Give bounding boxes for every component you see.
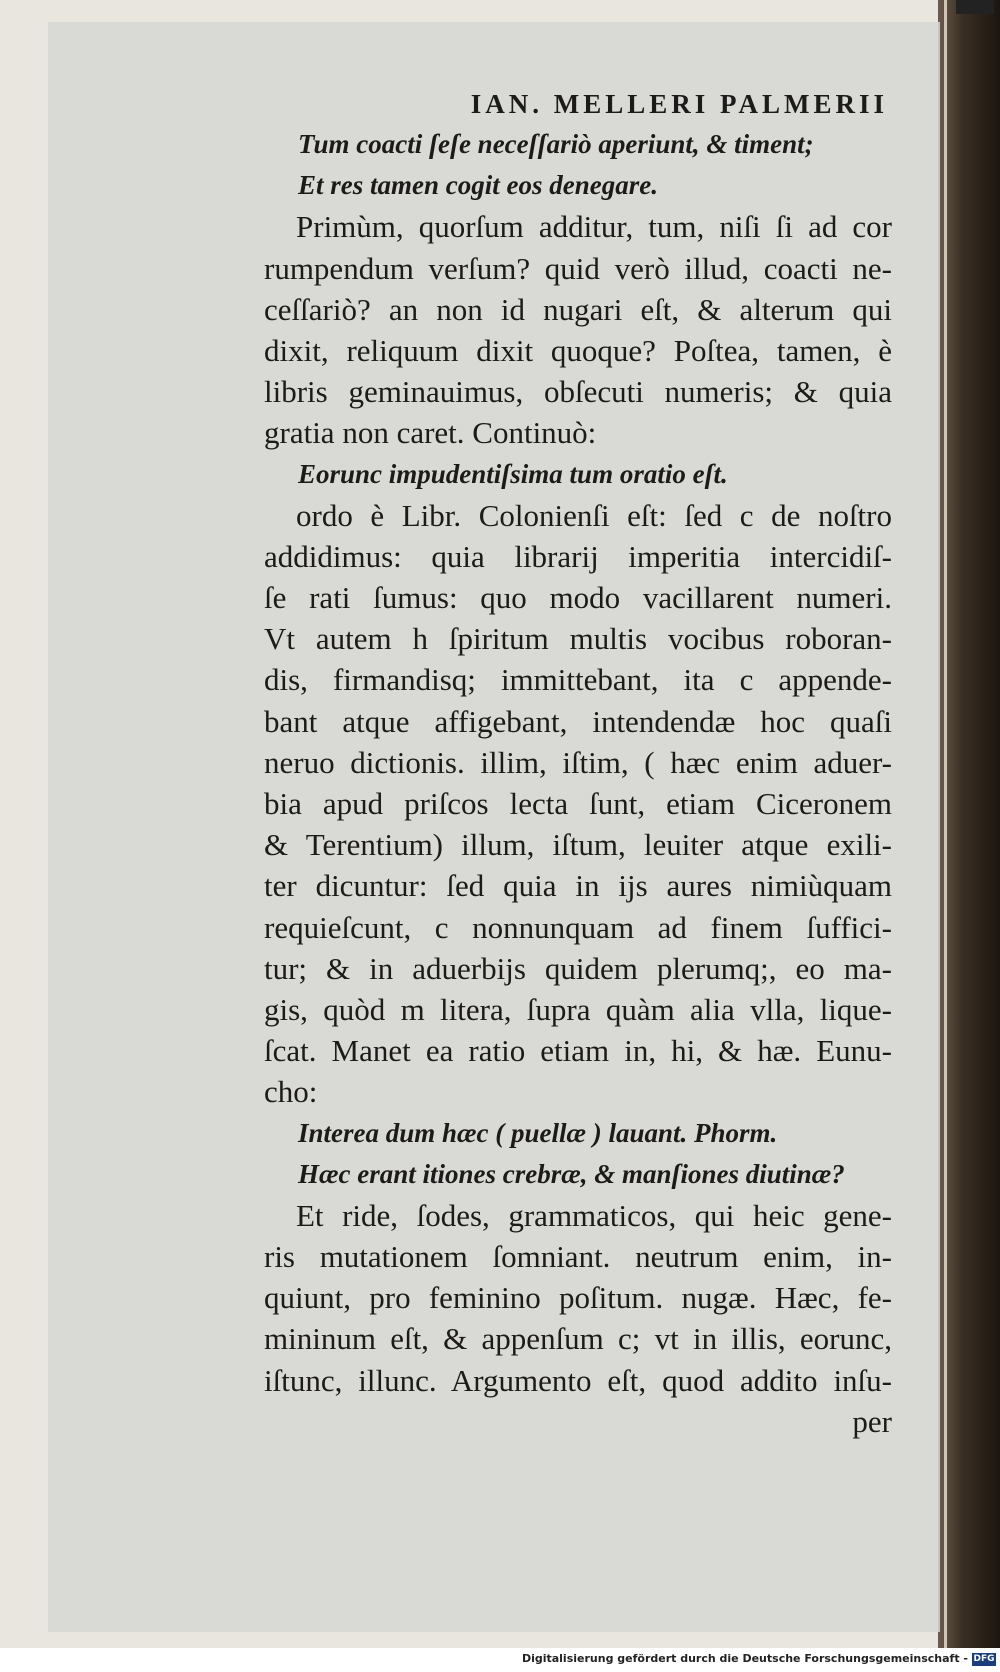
quotation-line: Hæc erant itiones crebræ, & manſiones diutinæ? xyxy=(298,1158,845,1189)
text-line: cho: xyxy=(264,1074,318,1110)
text-line: requieſcunt, c nonnunquam ad finem ſuffici- xyxy=(264,909,892,945)
running-head: IAN. MELLERI PALMERII xyxy=(470,89,888,119)
text-line: & Terentium) illum, iſtum, leuiter atque exili- xyxy=(264,827,892,863)
quotation-line: Tum coacti ſeſe neceſſariò aperiunt, & timent; xyxy=(298,129,814,159)
text-line: neruo dictionis. illim, iſtim, ( hæc enim aduer- xyxy=(264,744,892,780)
body-lines xyxy=(264,124,892,1442)
text-line: libris geminauimus, obſecuti numeris; & quia xyxy=(264,374,892,410)
text-line: per xyxy=(852,1403,892,1439)
text-line: ſe rati ſumus: quo modo vacillarent numeri. xyxy=(264,580,892,616)
text-line: mininum eſt, & appenſum c; vt in illis, eorunc, xyxy=(264,1321,892,1357)
page-edge-strip xyxy=(944,0,947,1648)
quotation-line: Et res tamen cogit eos denegare. xyxy=(298,170,658,201)
footer-credit: Digitalisierung gefördert durch die Deutsche Forschungsgemeinschaft - xyxy=(521,1652,968,1665)
text-line: bant atque affigebant, intendendæ hoc quaſi xyxy=(264,703,892,739)
text-line: gis, quòd m litera, ſupra quàm alia vlla, lique- xyxy=(264,991,892,1027)
text-line: quiunt, pro feminino poſitum. nugæ. Hæc, fe- xyxy=(264,1280,892,1316)
text-line: addidimus: quia librarij imperitia intercidiſ- xyxy=(264,538,892,574)
quotation-line: Interea dum hæc ( puellæ ) lauant. Phorm. xyxy=(298,1117,778,1148)
text-line: ter dicuntur: ſed quia in ijs aures nimiùquam xyxy=(264,868,892,904)
quotation-line: Eorunc impudentiſsima tum oratio eſt. xyxy=(298,458,728,489)
footer-bar xyxy=(0,1648,1000,1672)
text-line: ceſſariò? an non id nugari eſt, & alterum qui xyxy=(264,291,892,327)
text-line: bia apud priſcos lecta ſunt, etiam Ciceronem xyxy=(264,786,892,821)
text-line: gratia non caret. Continuò: xyxy=(264,415,597,451)
text-line: Vt autem h ſpiritum multis vocibus roboran- xyxy=(264,621,892,657)
text-line: dixit, reliquum dixit quoque? Poſtea, tamen, è xyxy=(264,332,892,368)
text-line: ris mutationem ſomniant. neutrum enim, in- xyxy=(264,1239,892,1275)
text-line: tur; & in aduerbijs quidem plerumq;, eo ma- xyxy=(264,950,892,986)
text-line: dis, firmandisq; immittebant, ita c appende- xyxy=(264,662,892,698)
text-line: ordo è Libr. Colonienſi eſt: ſed c de noſtro xyxy=(296,497,892,533)
text-line: ſcat. Manet ea ratio etiam in, hi, & hæ. Eunu- xyxy=(264,1033,892,1069)
book-binding-edge xyxy=(938,0,1000,1648)
binding-shadow-block xyxy=(956,0,994,14)
text-line: Et ride, ſodes, grammaticos, qui heic gene- xyxy=(296,1197,892,1233)
text-line: iſtunc, illunc. Argumento eſt, quod addito inſu- xyxy=(264,1362,892,1398)
dfg-logo-icon: DFG xyxy=(973,1654,995,1664)
text-line: rumpendum verſum? quid verò illud, coacti ne- xyxy=(264,250,892,286)
text-line: Primùm, quorſum additur, tum, niſi ſi ad cor xyxy=(296,209,892,245)
text-block xyxy=(264,86,892,1442)
